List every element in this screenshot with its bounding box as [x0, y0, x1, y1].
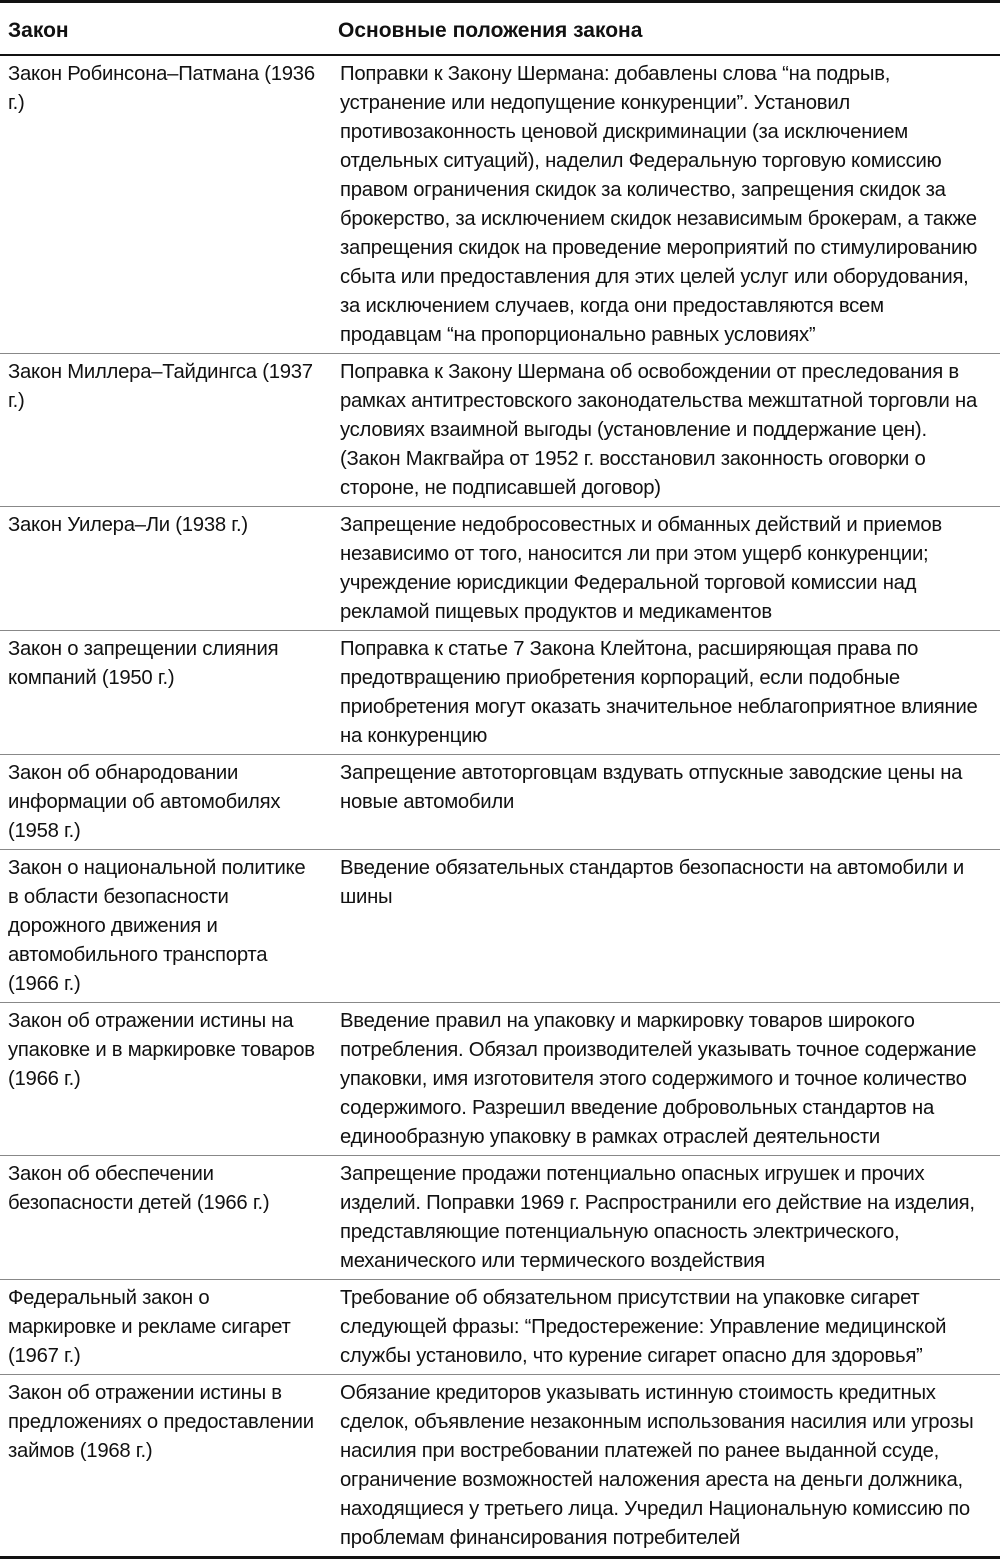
law-provisions: Поправка к статье 7 Закона Клейтона, расширяющая права по предотвращению приобретения корпораций, если подобные приобретения могут оказать значительное неблагоприятное влияние на конкуренцию [330, 631, 1000, 755]
law-name: Закон о национальной политике в области безопасности дорожного движения и автомобильного транспорта (1966 г.) [0, 850, 330, 1003]
table-row [0, 1003, 1000, 1156]
law-provisions: Обязание кредиторов указывать истинную стоимость кредитных сделок, объявление незаконным использования насилия или угрозы насилия при востребовании платежей по ранее выданной ссуде, ограничение возможностей наложения ареста на деньги должника, находящиеся у третьего лица. Учредил Национальную комиссию по проблемам финансирования потребителей [330, 1375, 1000, 1558]
table-row [0, 1156, 1000, 1280]
header-provisions: Основные положения закона [330, 2, 1000, 56]
table-row [0, 1280, 1000, 1375]
law-name: Закон об отражении истины на упаковке и в маркировке товаров (1966 г.) [0, 1003, 330, 1156]
law-provisions: Поправка к Закону Шермана об освобождении от преследования в рамках антитрестовского законодательства межштатной торговли на условиях взаимной выгоды (установление и поддержание цен). (Закон Макгвайра от 1952 г. восстановил законность оговорки о стороне, не подписавшей договор) [330, 354, 1000, 507]
law-name: Закон об обнародовании информации об автомобилях (1958 г.) [0, 755, 330, 850]
law-name: Федеральный закон о маркировке и рекламе сигарет (1967 г.) [0, 1280, 330, 1375]
table-row [0, 507, 1000, 631]
table-row [0, 755, 1000, 850]
law-provisions: Запрещение продажи потенциально опасных игрушек и прочих изделий. Поправки 1969 г. Распространили его действие на изделия, представляющие потенциальную опасность электрического, механического или термического воздействия [330, 1156, 1000, 1280]
law-provisions: Запрещение автоторговцам вздувать отпускные заводские цены на новые автомобили [330, 755, 1000, 850]
header-law: Закон [0, 2, 330, 56]
law-name: Закон об отражении истины в предложениях о предоставлении займов (1968 г.) [0, 1375, 330, 1558]
table-row [0, 1375, 1000, 1558]
table-row [0, 354, 1000, 507]
law-name: Закон Уилера–Ли (1938 г.) [0, 507, 330, 631]
law-name: Закон об обеспечении безопасности детей (1966 г.) [0, 1156, 330, 1280]
table-row [0, 55, 1000, 354]
law-provisions: Запрещение недобросовестных и обманных действий и приемов независимо от того, наносится ли при этом ущерб конкуренции; учреждение юрисдикции Федеральной торговой комиссии над рекламой пищевых продуктов и медикаментов [330, 507, 1000, 631]
table-header [0, 2, 1000, 56]
table-row [0, 631, 1000, 755]
law-provisions: Введение правил на упаковку и маркировку товаров широкого потребления. Обязал производителей указывать точное содержание упаковки, имя изготовителя этого содержимого и точное количество содержимого. Разрешил введение добровольных стандартов на единообразную упаковку в рамках отраслей деятельности [330, 1003, 1000, 1156]
table-row [0, 850, 1000, 1003]
table-body [0, 55, 1000, 1558]
law-provisions: Введение обязательных стандартов безопасности на автомобили и шины [330, 850, 1000, 1003]
law-name: Закон о запрещении слияния компаний (1950 г.) [0, 631, 330, 755]
law-provisions: Поправки к Закону Шермана: добавлены слова “на подрыв, устранение или недопущение конкуренции”. Установил противозаконность ценовой дискриминации (за исключением отдельных ситуаций), наделил Федеральную торговую комиссию правом ограничения скидок за количество, запрещения скидок за брокерство, за исключением скидок независимым брокерам, а также запрещения скидок на проведение мероприятий по стимулированию сбыта или предоставления для этих целей услуг или оборудования, за исключением случаев, когда они предоставляются всем продавцам “на пропорционально равных условиях” [340, 63, 978, 346]
law-name: Закон Робинсона–Патмана (1936 г.) [8, 63, 315, 114]
law-name: Закон Миллера–Тайдингса (1937 г.) [0, 354, 330, 507]
header-row [0, 2, 1000, 56]
law-provisions: Требование об обязательном присутствии на упаковке сигарет следующей фразы: “Предостережение: Управление медицинской службы установило, что курение сигарет опасно для здоровья” [330, 1280, 1000, 1375]
